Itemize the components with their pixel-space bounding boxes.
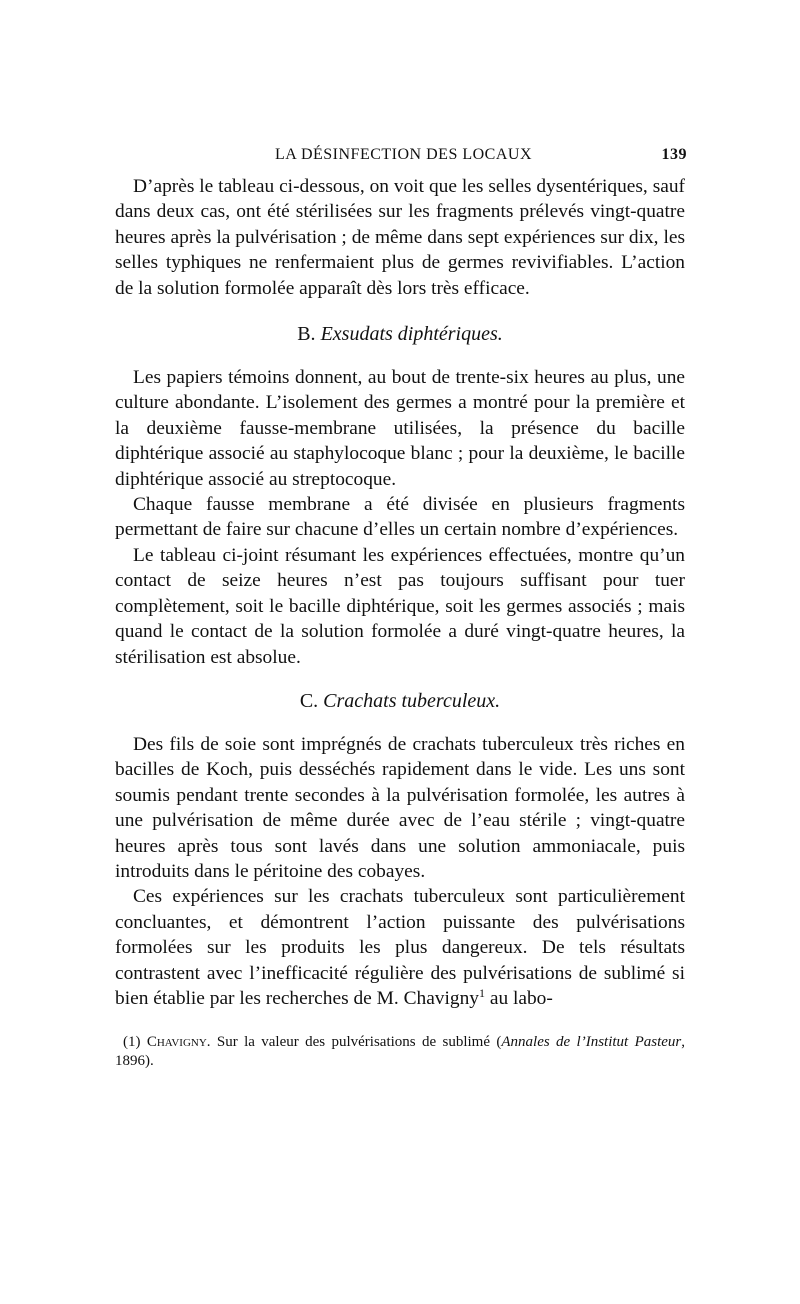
paragraph-conclusive-text: Ces expériences sur les crachats tuberculeux sont particulièrement concluantes, et démontrent l’action puissante des pulvérisations formolées sur les produits les plus dangereux. De tels résultats contrastent avec l’inefficacité régulière des pulvérisations de sublimé si bien établie par les recherches de M. Chavigny: [115, 886, 685, 1009]
paragraph-membrane-fragments: Chaque fausse membrane a été divisée en plusieurs fragments permettant de faire sur chacune d’elles un certain nombre d’expériences.: [115, 494, 685, 541]
footnote-text-end: , 1896).: [115, 1034, 685, 1070]
page-number: 139: [661, 146, 687, 163]
footnote: [115, 1033, 685, 1071]
section-c-title: Crachats tuberculeux.: [323, 689, 501, 712]
footnote-text-start: Sur la valeur des pulvérisations de sublimé (: [210, 1034, 502, 1051]
footnote-author: Chavigny.: [146, 1034, 211, 1051]
paragraph-dysentery-results: D’après le tableau ci-dessous, on voit que les selles dysentériques, sauf dans deux cas, ont été stérilisées sur les fragments prélevés vingt-quatre heures après la pulvérisation ; de même dans sept expériences sur dix, les selles typhiques ne renfermaient plus de germes revivifiables. L’action de la solution formolée apparaît dès lors très efficace.: [115, 176, 685, 299]
paragraph-conclusive-end: au labo-: [484, 987, 553, 1009]
footnote-reference-marker: 1: [478, 985, 485, 1000]
paragraph-silk-threads: Des fils de soie sont imprégnés de crachats tuberculeux très riches en bacilles de Koch, puis desséchés rapidement dans le vide. Les uns sont soumis pendant trente secondes à la pulvérisation formolée, les autres à une pulvérisation de même durée avec de l’eau stérile ; vingt-quatre heures après tous sont lavés dans une solution ammoniacale, puis introduits dans le péritoine des cobayes.: [115, 733, 685, 882]
book-page: [115, 140, 685, 1071]
running-title: LA DÉSINFECTION DES LOCAUX: [275, 146, 532, 163]
running-head: [115, 140, 685, 174]
footnote-journal: Annales de l’Institut Pasteur: [501, 1034, 682, 1051]
section-b-title: Exsudats diphtériques.: [320, 323, 503, 346]
footnote-marker: (1): [123, 1034, 141, 1051]
paragraph-table-summary: Le tableau ci-joint résumant les expériences effectuées, montre qu’un contact de seize heures n’est pas toujours suffisant pour tuer complètement, soit le bacille diphtérique, soit les germes associés ; mais quand le contact de la solution formolée a duré vingt-quatre heures, la stérilisation est absolue.: [115, 544, 685, 668]
section-c-letter: C.: [299, 689, 319, 712]
section-heading-c: [115, 688, 685, 714]
section-heading-b: [115, 321, 685, 347]
section-b-letter: B.: [297, 323, 316, 346]
paragraph-conclusive-experiments: [115, 884, 685, 1011]
footnote-spacer: [115, 1011, 685, 1033]
paragraph-control-papers: Les papiers témoins donnent, au bout de trente-six heures au plus, une culture abondante. L’isolement des germes a montré pour la première et la deuxième fausse-membrane utilisées, la présence du bacille diphtérique associé au staphylocoque blanc ; pour la deuxième, le bacille diphtérique associé au streptocoque.: [115, 367, 685, 490]
